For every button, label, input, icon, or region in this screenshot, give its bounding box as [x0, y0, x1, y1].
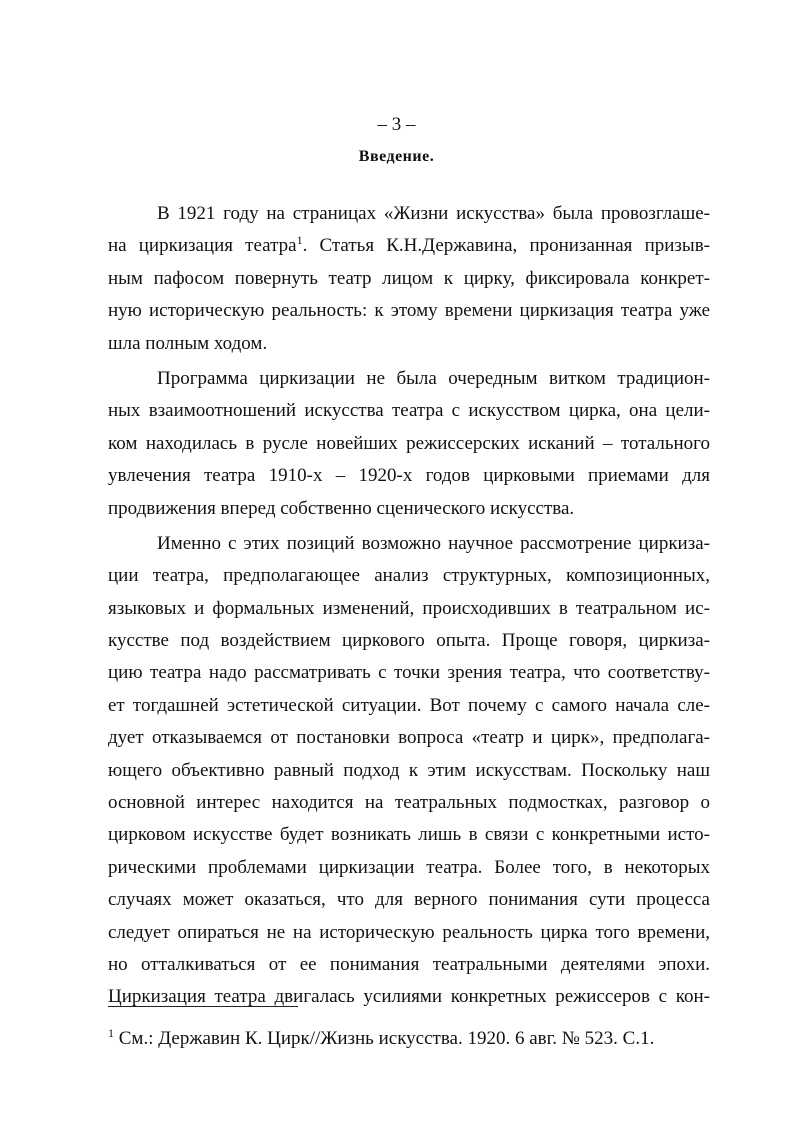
text-line: В 1921 году на страницах «Жизни искусства» была провозглаше- — [157, 203, 710, 224]
footnote-marker: 1 — [296, 233, 303, 248]
text-line-with-footnote — [108, 230, 710, 262]
text-line: увлечения театра 1910-х – 1920-х годов цирковыми приемами для — [108, 465, 710, 487]
footnote-number: 1 — [108, 1026, 114, 1040]
text-line: кусстве под воздействием циркового опыта. Проще говоря, циркиза- — [108, 630, 710, 652]
footnote — [108, 1027, 708, 1051]
text-line: Программа циркизации не была очередным витком традицион- — [157, 367, 710, 389]
text-line: дует отказываемся от постановки вопроса «театр и цирк», предполага- — [108, 727, 710, 749]
text-line: цию театра надо рассматривать с точки зрения театра, что соответству- — [108, 662, 710, 684]
text-line: Именно с этих позиций возможно научное рассмотрение циркиза- — [157, 532, 710, 554]
text-line: ных взаимоотношений искусства театра с искусством цирка, она цели- — [108, 400, 710, 422]
text-line: цирковом искусстве будет возникать лишь в связи с конкретными исто- — [108, 824, 710, 846]
text-line: шла полным ходом. — [108, 332, 268, 354]
text-line: ции театра, предполагающее анализ структурных, композиционных, — [108, 565, 710, 587]
text-line-end: . Статья К.Н.Державина, пронизанная призыв- — [302, 235, 710, 257]
body-text — [108, 198, 710, 1014]
text-line: основной интерес находится на театральных подмостках, разговор о — [108, 792, 710, 814]
text-line: ком находилась в русле новейших режиссерских исканий – тотального — [108, 432, 710, 454]
text-line: ную историческую реальность: к этому времени циркизация театра уже — [108, 300, 710, 322]
text-line: Циркизация театра двигалась усилиями конкретных режиссеров с кон- — [108, 986, 710, 1008]
paragraph-3 — [108, 528, 710, 1014]
text-line: следует опираться не на историческую реальность цирка того времени, — [108, 921, 710, 943]
text-line: рическими проблемами циркизации театра. Более того, в некоторых — [108, 856, 710, 878]
text-line: языковых и формальных изменений, происходивших в театральном ис- — [108, 597, 710, 619]
paragraph-1 — [108, 198, 710, 360]
text-line: ным пафосом повернуть театр лицом к цирку, фиксировала конкрет- — [108, 267, 710, 289]
page-heading: Введение. — [358, 148, 435, 165]
text-line: но отталкиваться от ее понимания театральными деятелями эпохи. — [108, 953, 710, 975]
paragraph-2 — [108, 363, 710, 525]
footnote-text: См.: Державин К. Цирк//Жизнь искусства. 1920. 6 авг. № 523. С.1. — [114, 1028, 655, 1049]
footnote-divider — [108, 1006, 298, 1007]
text-line: случаях может оказаться, что для верного понимания сути процесса — [108, 889, 710, 911]
text-line: ющего объективно равный подход к этим искусствам. Поскольку наш — [108, 759, 710, 781]
page-number: – 3 – — [377, 114, 416, 135]
text-line-start: на циркизация театра — [108, 235, 297, 257]
text-line: ет тогдашней эстетической ситуации. Вот почему с самого начала сле- — [108, 694, 710, 716]
text-line: продвижения вперед собственно сценического искусства. — [108, 497, 575, 519]
